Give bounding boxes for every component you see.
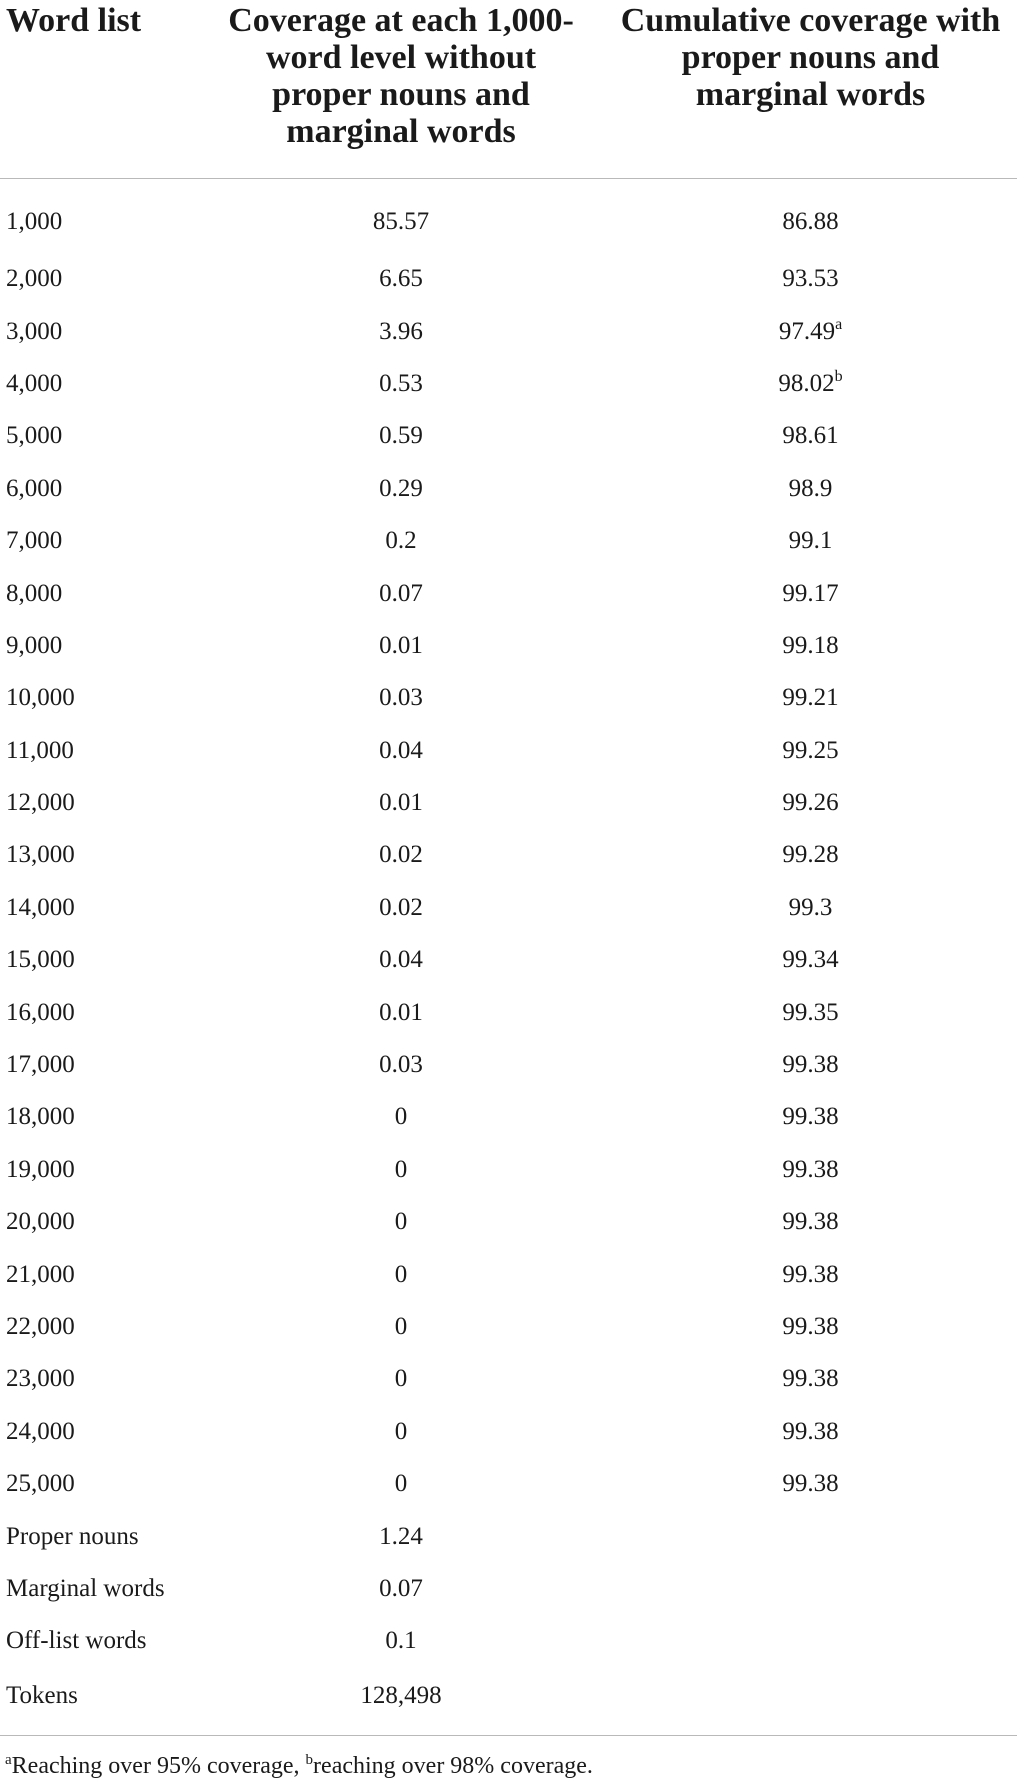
cell-cumulative-value: 99.38 <box>782 1051 839 1079</box>
cell-cumulative-value: 86.88 <box>782 208 839 235</box>
cell-cumulative <box>604 986 1017 1038</box>
cell-coverage: 0.02 <box>379 841 423 869</box>
header-word-list: Word list <box>0 0 198 179</box>
cell-cumulative <box>604 410 1017 462</box>
cell-word-list: 8,000 <box>6 579 63 607</box>
table-row <box>0 515 1017 567</box>
cell-coverage: 0.07 <box>379 1574 423 1602</box>
cell-word-list: 19,000 <box>6 1155 75 1183</box>
table-row <box>0 1301 1017 1353</box>
table-row <box>0 882 1017 934</box>
cell-cumulative-value: 99.3 <box>788 893 833 921</box>
cell-word-list: 14,000 <box>6 893 75 921</box>
cell-coverage: 0.53 <box>379 369 423 397</box>
cell-cumulative <box>604 777 1017 829</box>
cell-coverage: 6.65 <box>379 265 423 293</box>
table-row <box>0 725 1017 777</box>
cell-cumulative-value: 99.38 <box>782 1208 839 1236</box>
table-row <box>0 179 1017 254</box>
table-row <box>0 986 1017 1038</box>
cell-word-list: 3,000 <box>6 317 63 345</box>
cell-word-list: Tokens <box>6 1681 78 1709</box>
footnote-mark-b: b <box>305 1752 314 1768</box>
cell-word-list: 24,000 <box>6 1417 75 1445</box>
cell-word-list: 11,000 <box>6 736 74 764</box>
cell-coverage: 0 <box>394 1260 408 1288</box>
footnote-text-b: reaching over 98% coverage. <box>313 1753 593 1779</box>
cell-cumulative-value: 99.38 <box>782 1155 839 1183</box>
cell-word-list: 9,000 <box>6 631 63 659</box>
table-row <box>0 410 1017 462</box>
footnote-text-a: Reaching over 95% coverage, <box>11 1753 300 1779</box>
cell-word-list: Off-list words <box>6 1627 147 1655</box>
cell-coverage: 0 <box>394 1155 408 1183</box>
cell-cumulative-value: 99.38 <box>782 1365 839 1393</box>
cell-coverage: 0.07 <box>379 579 423 607</box>
table-row <box>0 1039 1017 1091</box>
table-row <box>0 1668 1017 1732</box>
cell-cumulative <box>604 829 1017 881</box>
table-row <box>0 620 1017 672</box>
cell-word-list: 21,000 <box>6 1260 75 1288</box>
cell-cumulative <box>604 1039 1017 1091</box>
cell-cumulative <box>604 179 1017 254</box>
cell-word-list: 25,000 <box>6 1470 75 1498</box>
cell-cumulative <box>604 725 1017 777</box>
table-row <box>0 1563 1017 1615</box>
cell-coverage: 0 <box>394 1313 408 1340</box>
cell-coverage: 0.04 <box>379 736 423 764</box>
cell-coverage: 0 <box>394 1103 408 1131</box>
cell-cumulative <box>604 1510 1017 1562</box>
cell-cumulative <box>604 463 1017 515</box>
cell-word-list: 23,000 <box>6 1365 75 1393</box>
cell-cumulative-value: 93.53 <box>782 265 839 293</box>
cell-cumulative <box>604 1144 1017 1196</box>
cell-cumulative <box>604 515 1017 567</box>
cell-word-list: 7,000 <box>6 527 63 555</box>
cell-cumulative-value: 97.49 <box>778 317 836 345</box>
cell-word-list: Marginal words <box>6 1574 165 1602</box>
cell-cumulative-value: 99.38 <box>782 1417 839 1445</box>
header-cumulative <box>604 0 1017 179</box>
cell-coverage: 0.03 <box>379 1051 423 1079</box>
cell-cumulative-value: 99.34 <box>782 946 839 974</box>
cell-coverage: 0.01 <box>379 998 423 1026</box>
cell-cumulative-value: 99.38 <box>782 1313 839 1340</box>
table-row <box>0 1458 1017 1510</box>
cell-cumulative-value: 99.38 <box>782 1470 839 1498</box>
cell-cumulative <box>604 305 1017 357</box>
cell-word-list: 15,000 <box>6 946 75 974</box>
cell-cumulative-value: 99.26 <box>782 789 839 817</box>
cell-word-list: 4,000 <box>6 369 63 397</box>
table-footnote <box>5 1752 593 1780</box>
table-row <box>0 1144 1017 1196</box>
cell-cumulative <box>604 253 1017 305</box>
table-row <box>0 1406 1017 1458</box>
cell-coverage: 0.04 <box>379 946 423 974</box>
cell-cumulative-value: 99.28 <box>782 841 839 869</box>
cell-cumulative <box>604 1248 1017 1300</box>
cell-coverage: 0.2 <box>385 527 417 555</box>
cell-cumulative <box>604 1615 1017 1667</box>
footnote-marker: a <box>835 315 843 333</box>
cell-coverage: 1.24 <box>379 1522 423 1550</box>
cell-cumulative-value: 98.9 <box>788 474 833 502</box>
cell-cumulative <box>604 1563 1017 1615</box>
cell-coverage: 0 <box>394 1208 408 1236</box>
cell-cumulative <box>604 1301 1017 1353</box>
table-row <box>0 358 1017 410</box>
cell-coverage: 0 <box>394 1470 408 1498</box>
cell-word-list: 20,000 <box>6 1208 75 1236</box>
cell-cumulative <box>604 567 1017 619</box>
cell-word-list: 10,000 <box>6 684 75 712</box>
table-row <box>0 463 1017 515</box>
table-row <box>0 253 1017 305</box>
cell-word-list: 2,000 <box>6 265 63 293</box>
table-row <box>0 829 1017 881</box>
cell-word-list: 5,000 <box>6 422 63 450</box>
cell-coverage: 85.57 <box>372 208 430 235</box>
header-row <box>0 0 1017 179</box>
table-row <box>0 934 1017 986</box>
cell-cumulative <box>604 882 1017 934</box>
cell-cumulative-value: 99.25 <box>782 736 839 764</box>
footnote-marker: b <box>834 367 843 385</box>
cell-cumulative <box>604 1458 1017 1510</box>
table-row <box>0 567 1017 619</box>
table-row <box>0 1196 1017 1248</box>
table-row <box>0 305 1017 357</box>
cell-coverage: 0.59 <box>379 422 423 450</box>
cell-word-list: 17,000 <box>6 1051 75 1079</box>
cell-cumulative <box>604 672 1017 724</box>
cell-cumulative <box>604 934 1017 986</box>
cell-cumulative-value: 99.1 <box>788 527 833 555</box>
cell-coverage: 0.1 <box>385 1627 417 1655</box>
header-coverage-text: Coverage at each 1,000-word level without proper nouns and marginal words <box>228 2 574 150</box>
cell-cumulative-value: 98.02 <box>778 369 835 397</box>
cell-cumulative <box>604 1353 1017 1405</box>
table-row <box>0 672 1017 724</box>
cell-cumulative-value: 99.38 <box>782 1103 839 1131</box>
cell-word-list: 13,000 <box>6 841 75 869</box>
cell-cumulative-value: 99.18 <box>782 631 839 659</box>
cell-coverage: 0.03 <box>379 684 423 712</box>
header-cumulative-text: Cumulative coverage with proper nouns and marginal words <box>620 2 1001 113</box>
table-row <box>0 1248 1017 1300</box>
table-row <box>0 1091 1017 1143</box>
header-coverage <box>198 0 604 179</box>
cell-word-list: 1,000 <box>6 208 63 235</box>
cell-cumulative <box>604 358 1017 410</box>
cell-cumulative-value: 99.38 <box>782 1260 839 1288</box>
cell-word-list: 12,000 <box>6 789 75 817</box>
cell-coverage: 0 <box>394 1417 408 1445</box>
cell-cumulative <box>604 620 1017 672</box>
table-bottom-rule <box>0 1735 1017 1736</box>
cell-coverage: 128,498 <box>360 1681 442 1709</box>
table-body <box>0 179 1017 1732</box>
cell-word-list: 16,000 <box>6 998 75 1026</box>
cell-cumulative <box>604 1668 1017 1732</box>
cell-cumulative-value: 99.35 <box>782 998 839 1026</box>
cell-cumulative <box>604 1406 1017 1458</box>
cell-coverage: 0 <box>394 1365 408 1393</box>
cell-cumulative-value: 99.21 <box>782 684 839 712</box>
footnote-mark-a: a <box>5 1752 12 1768</box>
cell-cumulative <box>604 1196 1017 1248</box>
cell-word-list: 6,000 <box>6 474 63 502</box>
cell-coverage: 0.29 <box>379 474 423 502</box>
table-header <box>0 0 1017 179</box>
table-row <box>0 1615 1017 1667</box>
cell-cumulative <box>604 1091 1017 1143</box>
table-row <box>0 1353 1017 1405</box>
cell-coverage: 3.96 <box>379 317 423 345</box>
cell-word-list: 18,000 <box>6 1103 75 1131</box>
cell-coverage: 0.01 <box>379 789 423 817</box>
table-row <box>0 777 1017 829</box>
cell-word-list: Proper nouns <box>6 1522 139 1550</box>
table-row <box>0 1510 1017 1562</box>
cell-word-list: 22,000 <box>6 1313 75 1340</box>
cell-coverage: 0.02 <box>379 893 423 921</box>
cell-coverage: 0.01 <box>379 631 423 659</box>
cell-cumulative-value: 99.17 <box>782 579 839 607</box>
cell-cumulative-value: 98.61 <box>782 422 839 450</box>
